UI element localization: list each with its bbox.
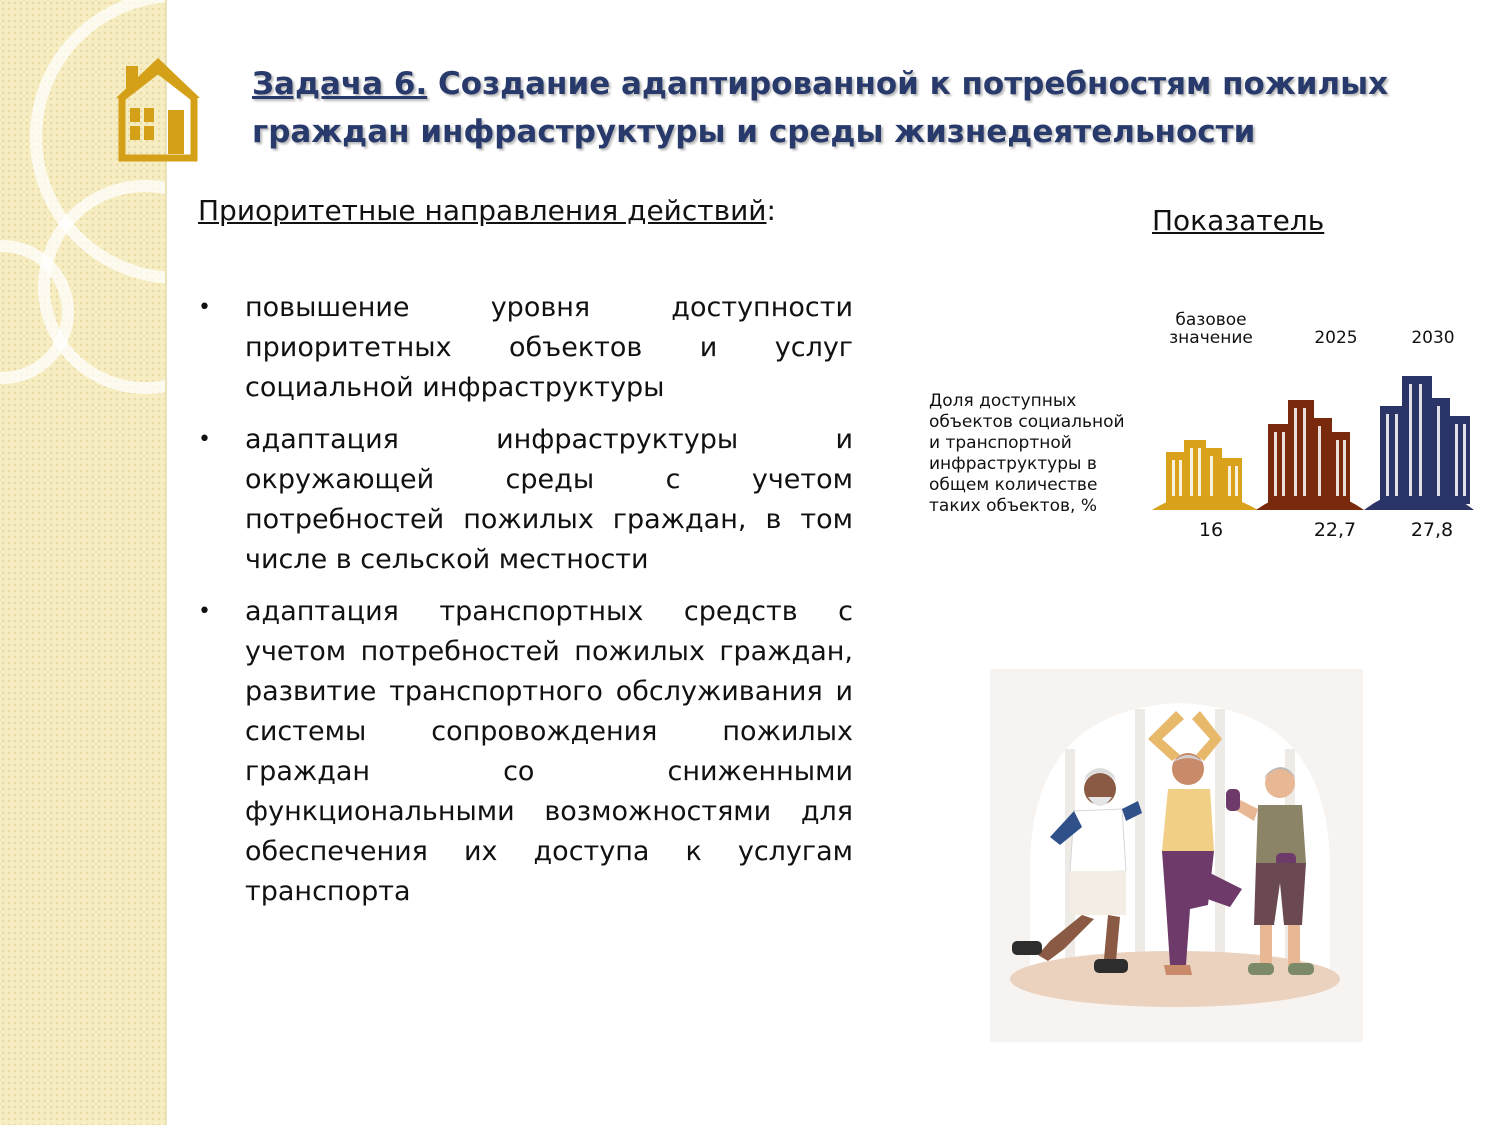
building-icon-2025: [1256, 400, 1364, 510]
list-item-text: адаптация транспортных средств с учетом потребностей пожилых граждан, развитие транспортного обслуживания и системы сопровождения пожилых граждан со сниженными функциональными возможностями для обеспечения их доступа к услугам транспорта: [245, 596, 853, 907]
list-item-text: адаптация инфраструктуры и окружающей среды с учетом потребностей пожилых граждан, в том числе в сельской местности: [245, 424, 853, 575]
column-label-line: базовое: [1175, 310, 1247, 330]
column-label-2030: 2030: [1411, 328, 1455, 348]
column-label-base: [1158, 311, 1264, 347]
heading-colon: :: [766, 194, 776, 227]
indicator-buildings-graphic: [1148, 360, 1478, 520]
building-icon-base: [1152, 440, 1258, 510]
column-label-line: значение: [1169, 328, 1253, 348]
value-2030: 27,8: [1410, 519, 1454, 541]
bullet-icon: •: [198, 599, 211, 624]
task-number: Задача 6.: [252, 66, 428, 102]
column-label-2025: 2025: [1314, 328, 1358, 348]
list-item-text: повышение уровня доступности приоритетных объектов и услуг социальной инфраструктуры: [245, 292, 853, 403]
decorative-sidebar: [0, 0, 167, 1125]
list-item: [198, 592, 853, 912]
title-line1: Создание адаптированной к потребностям пожилых: [427, 66, 1389, 102]
indicator-heading: Показатель: [1152, 204, 1325, 237]
priorities-heading: [198, 192, 776, 230]
bullet-icon: •: [198, 427, 211, 452]
list-item: [198, 288, 853, 408]
title-line2: граждан инфраструктуры и среды жизнедеятельности: [252, 114, 1256, 150]
page-title: [252, 60, 1452, 156]
value-2025: 22,7: [1313, 519, 1357, 541]
priorities-heading-text: Приоритетные направления действий: [198, 194, 767, 227]
elderly-exercise-illustration: [990, 669, 1363, 1042]
indicator-description: Доля доступных объектов социальной и транспортной инфраструктуры в общем количестве таких объектов, %: [929, 391, 1125, 516]
list-item: [198, 420, 853, 580]
bullet-icon: •: [198, 295, 211, 320]
value-base: 16: [1198, 519, 1224, 541]
priorities-list: [198, 288, 853, 924]
house-icon: [108, 52, 208, 164]
